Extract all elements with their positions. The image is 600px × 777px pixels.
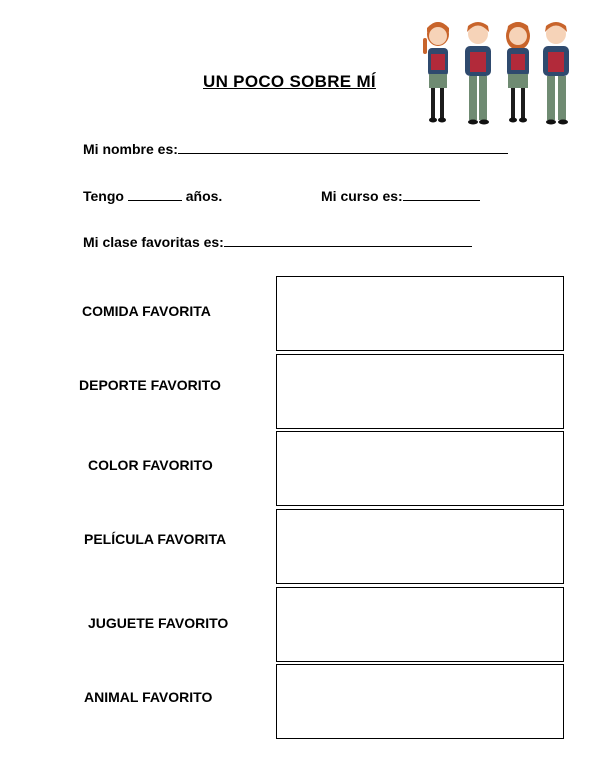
age-field[interactable] xyxy=(83,186,222,204)
course-label: Mi curso es: xyxy=(321,188,403,204)
color-label: COLOR FAVORITO xyxy=(88,457,213,473)
age-line[interactable] xyxy=(128,186,182,201)
page-title: UN POCO SOBRE MÍ xyxy=(203,72,376,91)
sport-label: DEPORTE FAVORITO xyxy=(79,377,221,393)
class-line[interactable] xyxy=(224,232,472,247)
age-label: Tengo xyxy=(83,188,124,204)
animal-label: ANIMAL FAVORITO xyxy=(84,689,213,705)
course-field[interactable] xyxy=(321,186,480,204)
toy-label: JUGUETE FAVORITO xyxy=(88,615,229,631)
sport-box[interactable] xyxy=(276,354,564,429)
student-boy-1-icon xyxy=(465,22,491,125)
color-box[interactable] xyxy=(276,431,564,506)
name-line[interactable] xyxy=(178,139,508,154)
food-box[interactable] xyxy=(276,276,564,351)
name-label: Mi nombre es: xyxy=(83,141,178,157)
class-label: Mi clase favoritas es: xyxy=(83,234,224,250)
schoolchildren-illustration-icon xyxy=(418,16,580,131)
age-unit: años. xyxy=(185,188,223,204)
movie-label: PELÍCULA FAVORITA xyxy=(84,531,227,547)
animal-box[interactable] xyxy=(276,664,564,739)
name-field[interactable] xyxy=(83,139,508,157)
toy-box[interactable] xyxy=(276,587,564,662)
student-boy-2-icon xyxy=(543,22,569,125)
course-line[interactable] xyxy=(403,186,480,201)
class-field[interactable] xyxy=(83,232,472,250)
student-girl-1-icon xyxy=(423,22,449,123)
food-label: COMIDA FAVORITA xyxy=(82,303,211,319)
movie-box[interactable] xyxy=(276,509,564,584)
student-girl-2-icon xyxy=(506,22,530,123)
